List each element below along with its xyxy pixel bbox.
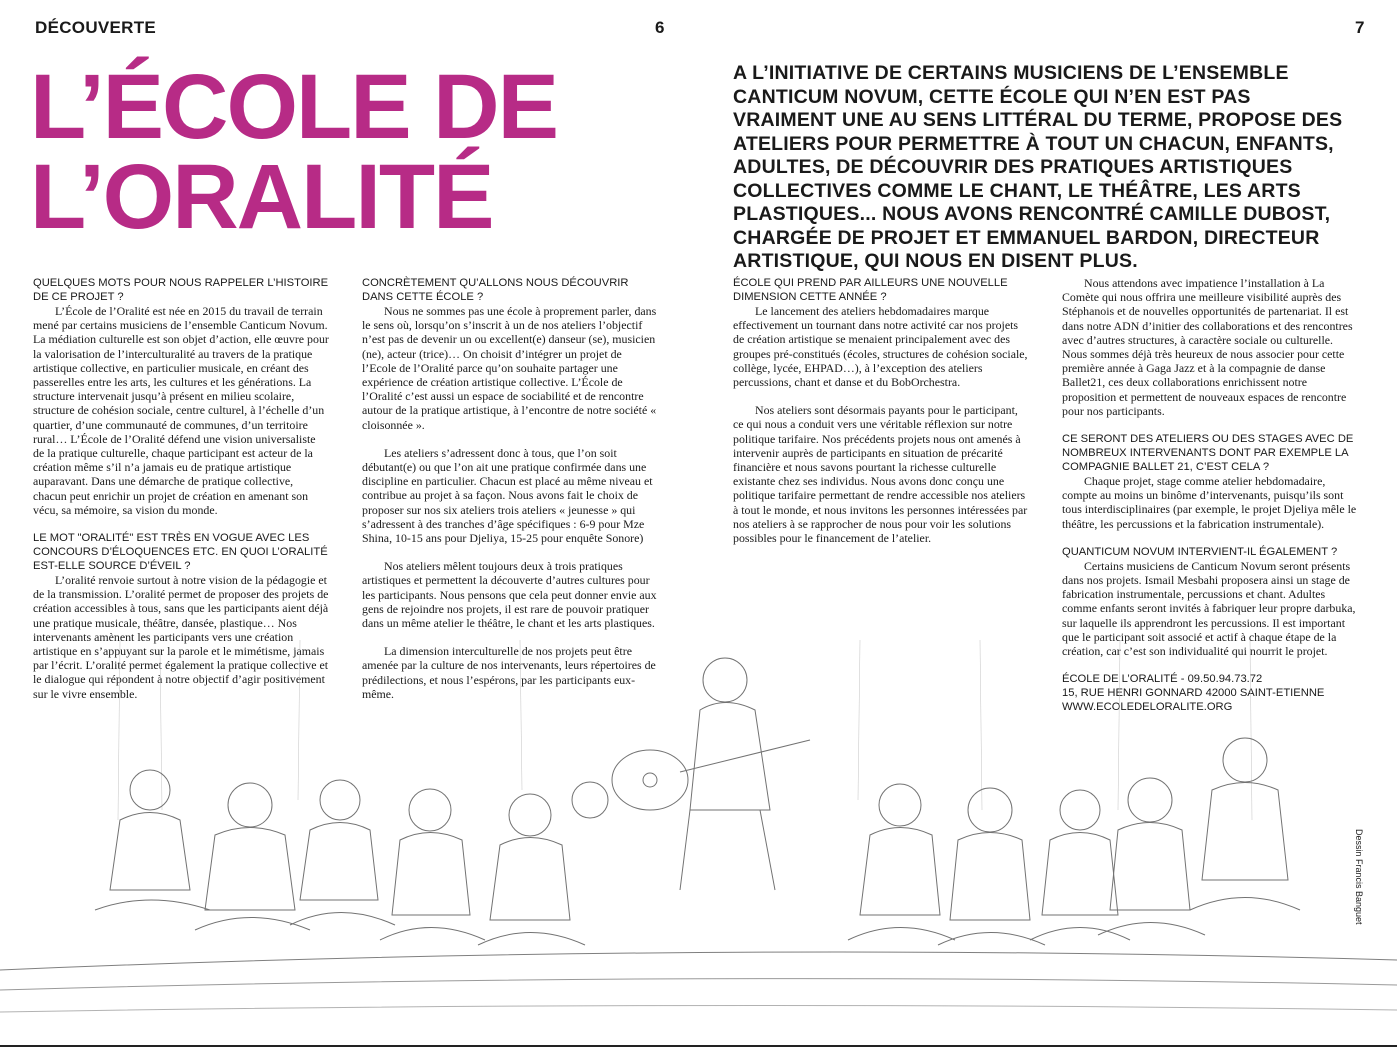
children-figures bbox=[95, 738, 1300, 945]
answer-paragraph: Nos ateliers mêlent toujours deux à trois pratiques artistiques et permettent la découverte d’autres cultures pour les participants. Nous pensons que cela peut donner envie aux gens de rejoindre nos projets, il est rare de pouvoir pratiquer dans un même atelier le théâtre, le chant et les arts plastiques. bbox=[362, 559, 657, 631]
title-line-2: L’ORALITÉ bbox=[30, 146, 493, 248]
contact-line: 15, RUE HENRI GONNARD 42000 SAINT-ETIENNE bbox=[1062, 687, 1325, 700]
question: CE SERONT DES ATELIERS OU DES STAGES AVEC DE NOMBREUX INTERVENANTS DONT PAR EXEMPLE LA COMPAGNIE BALLET 21, C’EST CELA ? bbox=[1062, 433, 1354, 474]
answer-paragraph: Les ateliers s’adressent donc à tous, que l’on soit débutant(e) ou que l’on ait une pratique confirmée dans une discipline en particulier. Chacun est placé au même niveau et contribue au projet à sa façon. Nous avons fait le choix de proposer sur nos six ateliers trois ateliers « jeunesse » qui s’adressent à des tranches d’âge spécifiques : 6-9 pour Mze Shina, 10-15 ans pour Djeliya, 15-25 pour enquête Sonore) bbox=[362, 445, 653, 546]
answer-paragraph: Nous attendons avec impatience l’installation à La Comète qui nous offrira une meilleure visibilité auprès des Stéphanois et de nouvelles opportunités de partenariat. Il est dans notre ADN d’initier des collaborations et des rencontres avec d’autres structures, à caractère sociale ou culturelle. Nous sommes déjà très heureux de nous associer pour cette première année à Gaga Jazz et à la compagnie de danse Ballet21, ces deux collaborations enrichissent notre proposition et permettent de nouveaux espaces de rencontre pour nos participants. bbox=[1062, 276, 1353, 418]
question: CONCRÈTEMENT QU’ALLONS NOUS DÉCOUVRIR DANS CETTE ÉCOLE ? bbox=[362, 277, 629, 303]
question: ÉCOLE QUI PREND PAR AILLEURS UNE NOUVELLE DIMENSION CETTE ANNÉE ? bbox=[733, 277, 1008, 303]
answer-paragraph: L’oralité renvoie surtout à notre vision de la pédagogie et de la transmission. L’oralité permet de proposer des projets de création accessibles à tous, sans que les participants aient déjà une pratique musicale, théâtre, dansée, plastique… Nos intervenants amènent les participants vers une création artistique en s’appuyant sur la parole et le mimétisme, jamais par l’écrit. L’oralité permet également la pratique collective et le dialogue qui répondent à notre objectif d’agir positivement sur le vivre ensemble. bbox=[33, 573, 329, 701]
guitarist-figure bbox=[612, 658, 810, 890]
text-column-2 bbox=[362, 276, 658, 701]
page-number-right: 7 bbox=[1355, 18, 1365, 37]
website-link[interactable]: WWW.ECOLEDELORALITE.ORG bbox=[1062, 701, 1233, 714]
text-column-3 bbox=[733, 276, 1029, 545]
answer-paragraph: La dimension interculturelle de nos projets peut être amenée par la culture de nos intervenants, leurs répertoires de prédilections, et nous l’espérons, par les participants eux-même. bbox=[362, 644, 656, 701]
illustration-credit: Dessin Francis Banguet bbox=[1354, 829, 1364, 925]
answer-paragraph: Nous ne sommes pas une école à proprement parler, dans le sens où, lorsqu’on s’inscrit à un de nos ateliers l’objectif n’est pas de devenir un ou excellent(e) danseur (se), musicien (ne), acteur (trice)… On choisit d’intégrer un projet de l’Ecole de l’Oralité parce qu’on souhaite partager une expérience de création artistique collective. L’École de l’Oralité c’est aussi un espace de sociabilité et de rencontre autour de la pratique artistique, à l’encontre de notre société « cloisonnée ». bbox=[362, 304, 657, 432]
answer-paragraph: Chaque projet, stage comme atelier hebdomadaire, compte au moins un binôme d’intervenants, puisqu’ils sont tous interdisciplinaires (par exemple, le projet Djeliya mêle le théâtre, les percussions et la fabrication instrumentale). bbox=[1062, 474, 1357, 531]
section-label: DÉCOUVERTE bbox=[35, 18, 157, 37]
text-column-1 bbox=[33, 276, 329, 701]
bottom-rule bbox=[0, 1045, 1397, 1047]
page-number-left: 6 bbox=[655, 18, 665, 37]
question: QUANTICUM NOVUM INTERVIENT-IL ÉGALEMENT ? bbox=[1062, 545, 1338, 558]
question: QUELQUES MOTS POUR NOUS RAPPELER L’HISTOIRE DE CE PROJET ? bbox=[33, 277, 329, 303]
article-title bbox=[30, 56, 557, 248]
contact-line: ÉCOLE DE L’ORALITÉ - 09.50.94.73.72 bbox=[1062, 673, 1263, 686]
answer-paragraph: Certains musiciens de Canticum Novum seront présents dans nos projets. Ismail Mesbahi proposera ainsi un stage de fabrication instrumentale, percussions et chant. Adultes comme enfants seront invités à fabriquer leur propre darbuka, sur laquelle ils apprendront les percussions. Il est important que le participant soit associé et actif à chaque étape de la création, car c’est son individualité qui nourrit le projet. bbox=[1062, 558, 1356, 659]
pencil-sketch-illustration bbox=[0, 640, 1397, 1040]
answer-paragraph: Nos ateliers sont désormais payants pour le participant, ce qui nous a conduit vers une véritable réflexion sur notre politique tarifaire. Nos précédents projets nous ont amenés à intervenir auprès de participants en situation de précarité financière et nous savons pourtant la richesse culturelle existante chez ses individus. Nous avons donc conçu une politique tarifaire permettant de rendre accessible nos ateliers à tout le monde, et nous invitons les personnes intéressées par nos ateliers à se rapprocher de nous pour voir les solutions possibles pour le financement de l’atelier. bbox=[733, 403, 1028, 546]
question: LE MOT "ORALITÉ" EST TRÈS EN VOGUE AVEC LES CONCOURS D’ÉLOQUENCES ETC. EN QUOI L’ORALITÉ EST-ELLE SOURCE D’ÉVEIL ? bbox=[33, 532, 328, 573]
answer-paragraph: Le lancement des ateliers hebdomadaires marque effectivement un tournant dans notre activité car nos projets de création artistique se menaient principalement avec des groupes pré-constitués (écoles, structures de cohésion sociale, collège, lycée, EHPAD…), à l’exception des ateliers percussions, chant et danse et du BobOrchestra. bbox=[733, 304, 1028, 390]
article-lead: A L’INITIATIVE DE CERTAINS MUSICIENS DE L’ENSEMBLE CANTICUM NOVUM, CETTE ÉCOLE QUI N’EN EST PAS VRAIMENT UNE AU SENS LITTÉRAL DU TERME, PROPOSE DES ATELIERS POUR PERMETTRE À TOUT UN CHACUN, ENFANTS, ADULTES, DE DÉCOUVRIR DES PRATIQUES ARTISTIQUES COLLECTIVES COMME LE CHANT, LE THÉÂTRE, LES ARTS PLASTIQUES... NOUS AVONS RENCONTRÉ CAMILLE DUBOST, CHARGÉE DE PROJET ET EMMANUEL BARDON, DIRECTEUR ARTISTIQUE, QUI NOUS EN DISENT PLUS. bbox=[733, 62, 1343, 272]
title-line-1: L’ÉCOLE DE bbox=[30, 56, 557, 158]
answer-paragraph: L’École de l’Oralité est née en 2015 du travail de terrain mené par certains musiciens de l’ensemble Canticum Novum. La médiation culturelle est son objet d’action, elle œuvre pour la valorisation de l’interculturalité au travers de la pratique artistique collective, en particulier musicale, en créant des passerelles entre les arts, les cultures et les générations. La structure intervenait jusqu’à présent en milieu scolaire, structure de cohésion sociale, centre culturel, à l’échelle d’un quartier, d’une communauté de communes, d’un territoire rural… L’École de l’Oralité défend une vision universaliste de la pratique culturelle, chaque participant est acteur de la création même s’il n’a jamais eu de pratique artistique auparavant. Dans une démarche de pratique collective, chacun peut enrichir un projet de création en amenant son vécu, sa mémoire, sa vision du monde. bbox=[33, 304, 329, 517]
